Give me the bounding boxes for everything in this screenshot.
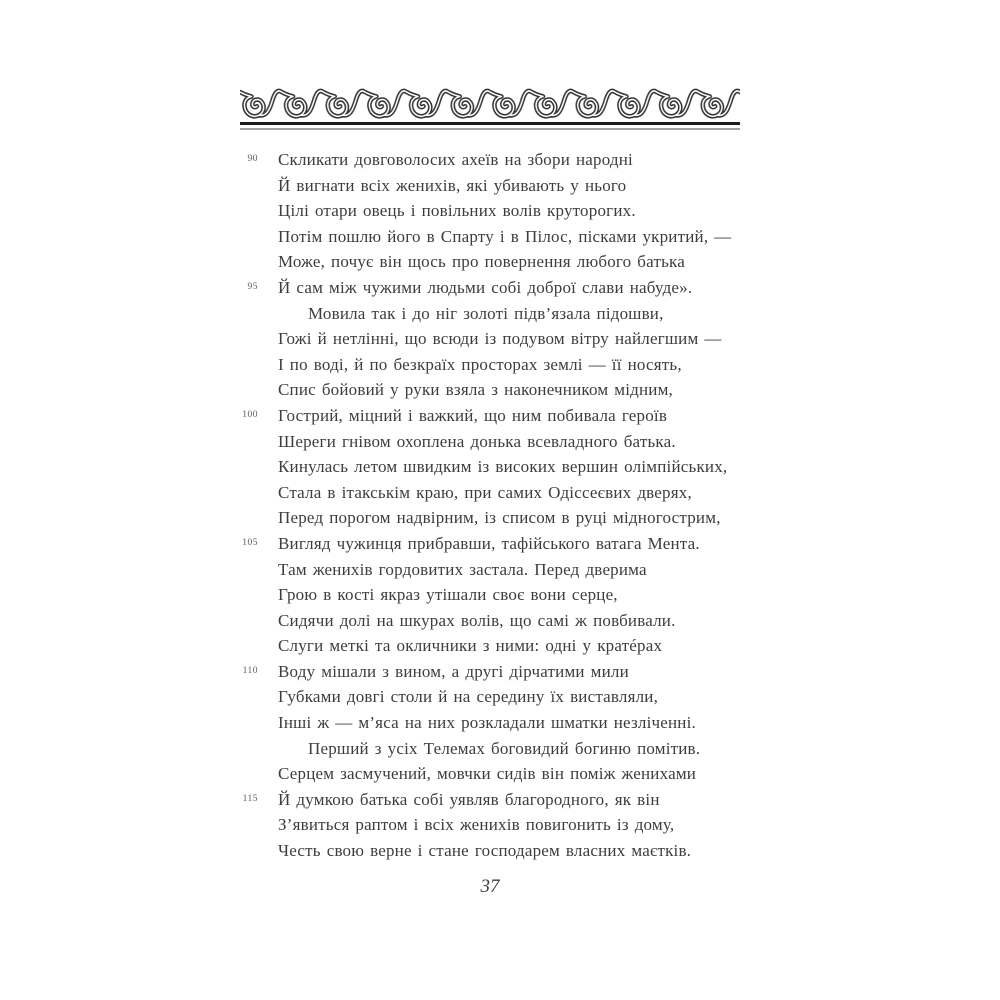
verse-line — [240, 429, 800, 455]
verse-text: Губками довгі столи й на середину їх виставляли, — [278, 687, 659, 707]
verse-text: Перший з усіх Телемах боговидий богиню помітив. — [308, 738, 701, 758]
line-number: 90 — [247, 154, 258, 164]
verse-text: Стала в ітакськім краю, при самих Одіссеєвих дверях, — [278, 482, 692, 502]
verse-block — [240, 147, 800, 864]
line-number: 105 — [242, 537, 258, 548]
verse-line — [240, 352, 800, 378]
verse-line — [240, 249, 800, 275]
line-number: 110 — [242, 665, 258, 676]
verse-text: Й сам між чужими людьми собі доброї слави набуде». — [278, 277, 693, 297]
verse-line — [240, 684, 800, 710]
line-number: 95 — [247, 281, 258, 292]
verse-line — [240, 531, 800, 557]
verse-line — [240, 224, 800, 250]
verse-line — [240, 173, 800, 199]
header-rule-dark — [240, 122, 740, 125]
verse-text: Слуги меткі та окличники з ними: одні у кратéрах — [278, 636, 663, 656]
verse-text: Й думкою батька собі уявляв благородного, як він — [278, 789, 660, 809]
verse-text: Спис бойовий у руки взяла з наконечником мідним, — [278, 380, 674, 400]
line-number: 100 — [242, 409, 258, 420]
verse-line — [240, 403, 800, 429]
line-number: 115 — [242, 793, 258, 804]
verse-line — [240, 710, 800, 736]
verse-line — [240, 454, 800, 480]
wave-scroll-border — [240, 84, 740, 130]
verse-text: Серцем засмучений, мовчки сидів він поміж женихами — [278, 764, 697, 784]
verse-text: Честь свою верне і стане господарем власних маєтків. — [278, 841, 692, 861]
verse-line — [240, 326, 800, 352]
verse-line — [240, 838, 800, 864]
verse-text: Там женихів гордовитих застала. Перед дверима — [278, 559, 647, 579]
verse-line — [240, 275, 800, 301]
verse-line — [240, 505, 800, 531]
verse-text: І по воді, й по безкраїх просторах землі — її носять, — [278, 354, 682, 374]
verse-line — [240, 659, 800, 685]
verse-text: Скликати довговолосих ахеїв на збори народні — [278, 150, 633, 169]
verse-text: Грою в кості якраз утішали своє вони серце, — [278, 585, 618, 605]
verse-text: Й вигнати всіх женихів, які убивають у нього — [278, 175, 627, 195]
header-rule-light — [240, 128, 740, 130]
page-number: 37 — [480, 876, 500, 897]
verse-line — [240, 377, 800, 403]
verse-text: Вигляд чужинця прибравши, тафійського ватага Мента. — [278, 533, 700, 553]
verse-line — [240, 198, 800, 224]
verse-line — [240, 557, 800, 583]
verse-text: Гострий, міцний і важкий, що ним побивала героїв — [278, 405, 668, 425]
verse-line — [240, 787, 800, 813]
verse-text: Перед порогом надвірним, із списом в руці мідногострим, — [278, 508, 721, 528]
verse-line — [240, 301, 800, 327]
verse-text: З’явиться раптом і всіх женихів повигонить із дому, — [278, 815, 675, 835]
verse-text: Може, почує він щось про повернення любого батька — [278, 252, 685, 272]
verse-line — [240, 633, 800, 659]
verse-line — [240, 608, 800, 634]
verse-line — [240, 761, 800, 787]
verse-text: Гожі й нетлінні, що всюди із подувом вітру найлегшим — — [278, 329, 722, 349]
verse-text: Сидячи долі на шкурах волів, що самі ж повбивали. — [278, 610, 676, 630]
verse-text: Шереги гнівом охоплена донька всевладного батька. — [278, 431, 676, 451]
verse-text: Мовила так і до ніг золоті підв’язала підошви, — [308, 303, 664, 323]
verse-line — [240, 736, 800, 762]
verse-line — [240, 147, 800, 173]
verse-text: Воду мішали з вином, а другі дірчатими мили — [278, 661, 629, 681]
verse-line — [240, 480, 800, 506]
verse-line — [240, 582, 800, 608]
verse-text: Цілі отари овець і повільних волів круторогих. — [278, 201, 636, 221]
verse-text: Потім пошлю його в Спарту і в Пілос, пісками укритий, — — [278, 226, 732, 246]
verse-text: Інші ж — м’яса на них розкладали шматки незліченні. — [278, 713, 696, 733]
verse-line — [240, 812, 800, 838]
wave-scroll-icon — [240, 84, 740, 120]
verse-text: Кинулась летом швидким із високих вершин олімпійських, — [278, 457, 728, 477]
